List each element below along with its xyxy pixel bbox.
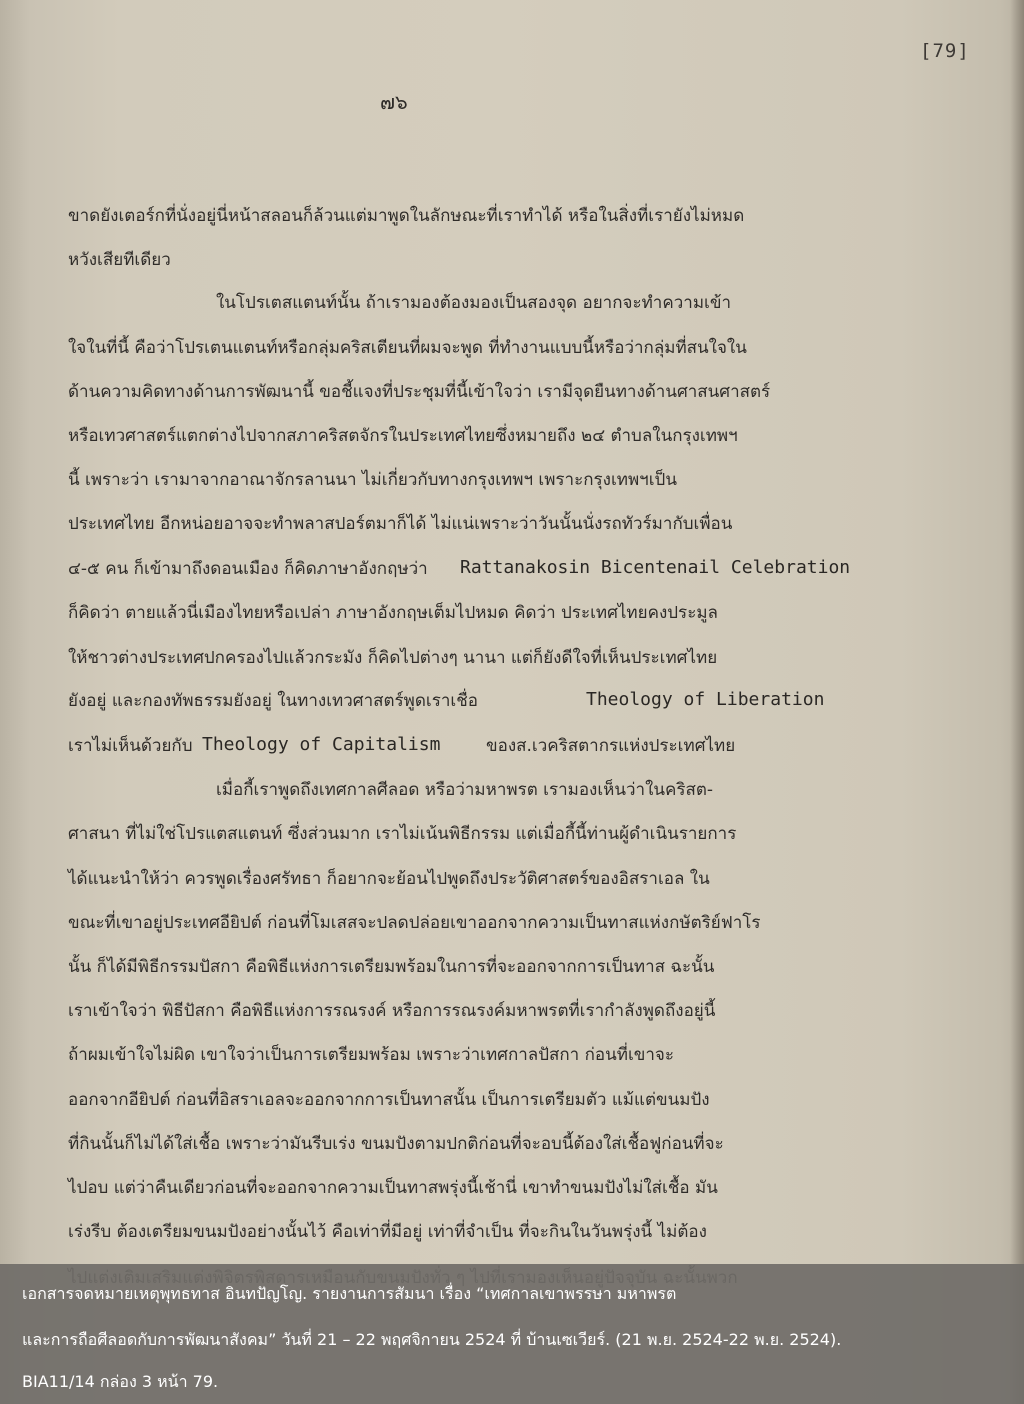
text-line: หวังเสียทีเดียว	[68, 250, 171, 270]
text-line: หรือเทวศาสตร์แตกต่างไปจากสภาคริสตจักรในประเทศไทยซึ่งหมายถึง ๒๔ ตำบลในกรุงเทพฯ	[68, 426, 738, 446]
text-line: ขาดยังเตอร์กที่นั่งอยู่นี่หน้าสลอนก็ล้วนแต่มาพูดในลักษณะที่เราทำได้ หรือในสิ่งที่เรายังไม่หมด	[68, 206, 745, 226]
text-line: ยังอยู่ และกองทัพธรรมยังอยู่ ในทางเทวศาสตร์พูดเราเชื่อ	[68, 691, 478, 711]
text-line: ก็คิดว่า ตายแล้วนี่เมืองไทยหรือเปล่า ภาษาอังกฤษเต็มไปหมด คิดว่า ประเทศไทยคงประมูล	[68, 603, 718, 623]
text-line: ถ้าผมเข้าใจไม่ผิด เขาใจว่าเป็นการเตรียมพร้อม เพราะว่าเทศกาลปัสกา ก่อนที่เขาจะ	[68, 1045, 675, 1065]
text-line: ๔-๕ คน ก็เข้ามาถึงดอนเมือง ก็คิดภาษาอังกฤษว่า	[68, 559, 428, 579]
text-line: เร่งรีบ ต้องเตรียมขนมปังอย่างนั้นไว้ คือเท่าที่มีอยู่ เท่าที่จำเป็น ที่จะกินในวันพรุ่งนี้ ไม่ต้อง	[68, 1222, 707, 1242]
caption-line: BIA11/14 กล่อง 3 หน้า 79.	[22, 1372, 219, 1391]
text-line: ออกจากอียิปต์ ก่อนที่อิสราเอลจะออกจากการเป็นทาสนั้น เป็นการเตรียมตัว แม้แต่ขนมปัง	[68, 1090, 710, 1110]
text-line: ที่กินนั้นก็ไม่ได้ใส่เชื้อ เพราะว่ามันรีบเร่ง ขนมปังตามปกติก่อนที่จะอบนี้ต้องใส่เชื้อฟูก่อนที่จะ	[68, 1134, 724, 1154]
caption-line: เอกสารจดหมายเหตุพุทธทาส อินทปัญโญ. รายงานการสัมนา เรื่อง “เทศกาลเขาพรรษา มหาพรต	[22, 1284, 677, 1303]
text-line: นี้ เพราะว่า เรามาจากอาณาจักรลานนา ไม่เกี่ยวกับทางกรุงเทพฯ เพราะกรุงเทพฯเป็น	[68, 470, 677, 490]
english-phrase: Theology of Capitalism	[202, 734, 441, 755]
text-line: ประเทศไทย อีกหน่อยอาจจะทำพลาสปอร์ตมาก็ได้ ไม่แน่เพราะว่าวันนั้นนั่งรถทัวร์มากับเพื่อน	[68, 514, 733, 534]
page-binding-shadow	[1010, 0, 1024, 1404]
text-line: ให้ชาวต่างประเทศปกครองไปแล้วกระมัง ก็คิดไปต่างๆ นานา แต่ก็ยังดีใจที่เห็นประเทศไทย	[68, 648, 718, 668]
english-phrase: Theology of Liberation	[586, 689, 825, 710]
text-line: ใจในที่นี้ คือว่าโปรเตนแตนท์หรือกลุ่มคริสเตียนที่ผมจะพูด ที่ทำงานแบบนี้หรือว่ากลุ่มที่สนใจใน	[68, 338, 747, 358]
page-number: ๗๖	[380, 90, 408, 114]
english-phrase: Rattanakosin Bicentenail Celebration	[460, 557, 851, 578]
text-line: ศาสนา ที่ไม่ใช่โปรแตสแตนท์ ซึ่งส่วนมาก เราไม่เน้นพิธีกรรม แต่เมื่อกี้นี้ท่านผู้ดำเนินรายการ	[68, 824, 737, 844]
text-line: ของส.เวคริสตากรแห่งประเทศไทย	[486, 736, 736, 756]
text-line: เราไม่เห็นด้วยกับ	[68, 736, 193, 756]
text-line: ได้แนะนำให้ว่า ควรพูดเรื่องศรัทธา ก็อยากจะย้อนไปพูดถึงประวัติศาสตร์ของอิสราเอล ใน	[68, 869, 710, 889]
archive-page-mark: [79]	[920, 40, 970, 62]
text-line: เราเข้าใจว่า พิธีปัสกา คือพิธีแห่งการรณรงค์ หรือการรณรงค์มหาพรตที่เรากำลังพูดถึงอยู่นี้	[68, 1001, 716, 1021]
text-line: ไปอบ แต่ว่าคืนเดียวก่อนที่จะออกจากความเป็นทาสพรุ่งนี้เช้านี่ เขาทำขนมปังไม่ใส่เชื้อ มัน	[68, 1178, 718, 1198]
archive-caption-overlay	[0, 1264, 1024, 1404]
text-line: ในโปรเตสแตนท์นั้น ถ้าเรามองต้องมองเป็นสองจุด อยากจะทำความเข้า	[216, 293, 731, 313]
text-line: ด้านความคิดทางด้านการพัฒนานี้ ขอชี้แจงที่ประชุมที่นี้เข้าใจว่า เรามีจุดยืนทางด้านศาสนศาสตร์	[68, 382, 771, 402]
caption-line: และการถือศีลอดกับการพัฒนาสังคม” วันที่ 21 – 22 พฤศจิกายน 2524 ที่ บ้านเซเวียร์. (21 พ.ย. 2524-22 พ.ย. 2524).	[22, 1330, 842, 1349]
text-line: ขณะที่เขาอยู่ประเทศอียิปต์ ก่อนที่โมเสสจะปลดปล่อยเขาออกจากความเป็นทาสแห่งกษัตริย์ฟาโร	[68, 913, 761, 933]
text-line: เมื่อกี้เราพูดถึงเทศกาลศีลอด หรือว่ามหาพรต เรามองเห็นว่าในคริสต-	[216, 780, 714, 800]
text-line: นั้น ก็ได้มีพิธีกรรมปัสกา คือพิธีแห่งการเตรียมพร้อมในการที่จะออกจากการเป็นทาส ฉะนั้น	[68, 957, 715, 977]
